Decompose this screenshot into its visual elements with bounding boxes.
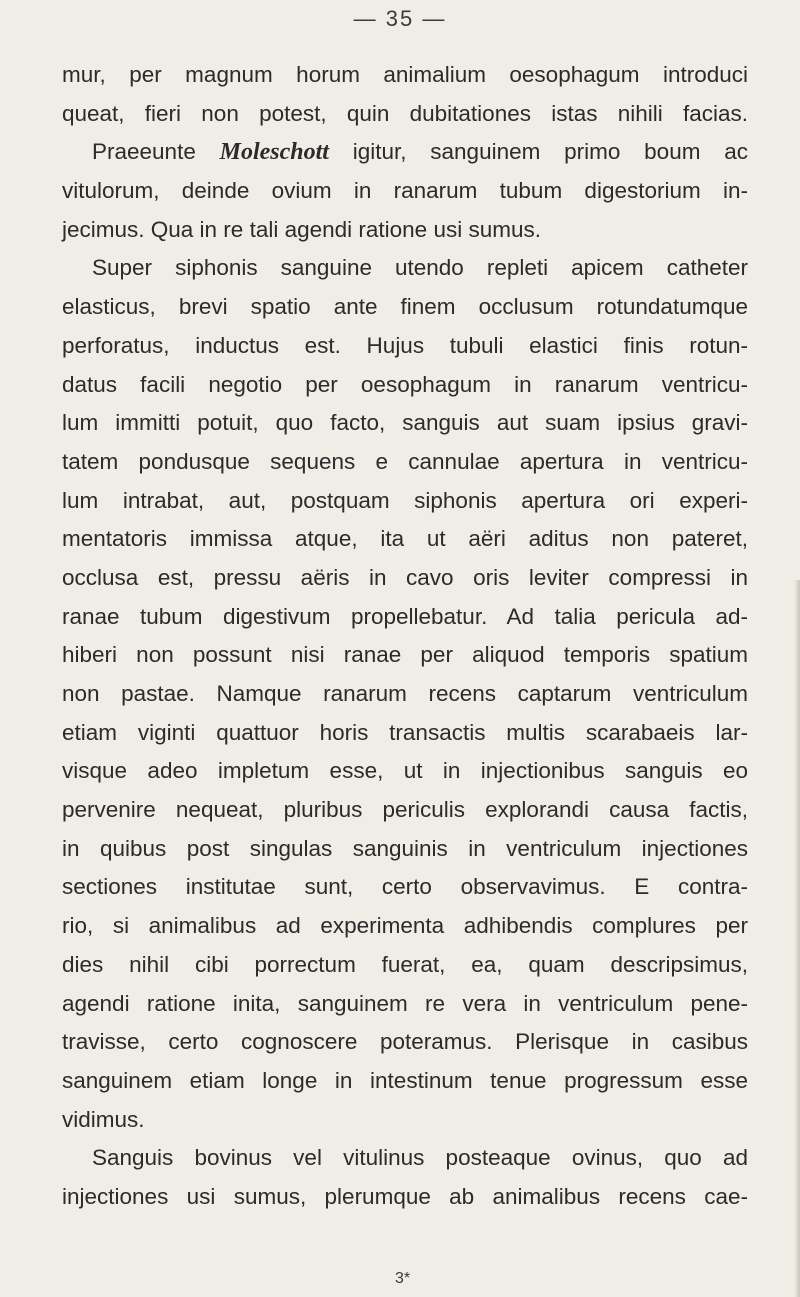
text-line: tatem pondusque sequens e cannulae apertura in ventricu- bbox=[62, 448, 748, 474]
text-line: sanguinem etiam longe in intestinum tenue progressum esse bbox=[62, 1067, 748, 1093]
text-line: Super siphonis sanguine utendo repleti apicem catheter bbox=[92, 255, 748, 281]
text-line: agendi ratione inita, sanguinem re vera in ventriculum pene- bbox=[62, 990, 748, 1016]
text-line: ranae tubum digestivum propellebatur. Ad talia pericula ad- bbox=[62, 603, 748, 629]
text-line: rio, si animalibus ad experimenta adhibendis complures per bbox=[62, 913, 748, 939]
text-line: travisse, certo cognoscere poteramus. Plerisque in casibus bbox=[62, 1029, 748, 1055]
text-line: sectiones institutae sunt, certo observavimus. E contra- bbox=[62, 874, 748, 900]
text-line: jecimus. Qua in re tali agendi ratione usi sumus. bbox=[62, 216, 541, 242]
text-line: queat, fieri non potest, quin dubitationes istas nihili facias. bbox=[62, 100, 748, 126]
text-line: lum intrabat, aut, postquam siphonis apertura ori experi- bbox=[62, 487, 748, 513]
text-line: datus facili negotio per oesophagum in ranarum ventricu- bbox=[62, 371, 748, 397]
body-text bbox=[62, 56, 748, 1217]
text-span: igitur, sanguinem primo boum ac bbox=[328, 139, 748, 165]
text-line: dies nihil cibi porrectum fuerat, ea, quam descripsimus, bbox=[62, 951, 748, 977]
text-line: occlusa est, pressu aëris in cavo oris leviter compressi in bbox=[62, 564, 748, 590]
text-line bbox=[62, 133, 748, 172]
text-line: mur, per magnum horum animalium oesophagum introduci bbox=[62, 62, 748, 87]
page-edge-shadow bbox=[794, 580, 800, 1297]
text-line: perforatus, inductus est. Hujus tubuli elastici finis rotun- bbox=[62, 332, 748, 358]
author-name: Moleschott bbox=[219, 139, 329, 166]
text-line: mentatoris immissa atque, ita ut aëri aditus non pateret, bbox=[62, 526, 748, 552]
text-line: vitulorum, deinde ovium in ranarum tubum digestorium in- bbox=[62, 178, 748, 204]
signature-mark: 3* bbox=[395, 1270, 411, 1287]
text-line: in quibus post singulas sanguinis in ventriculum injectiones bbox=[62, 835, 748, 861]
text-line: pervenire nequeat, pluribus periculis explorandi causa factis, bbox=[62, 797, 748, 823]
text-line: lum immitti potuit, quo facto, sanguis aut suam ipsius gravi- bbox=[62, 410, 748, 436]
text-line: elasticus, brevi spatio ante finem occlusum rotundatumque bbox=[62, 294, 748, 320]
text-line: vidimus. bbox=[62, 1106, 145, 1132]
text-line: injectiones usi sumus, plerumque ab animalibus recens cae- bbox=[62, 1183, 748, 1209]
text-span: Praeeunte bbox=[92, 139, 220, 165]
text-line: etiam viginti quattuor horis transactis multis scarabaeis lar- bbox=[62, 719, 748, 745]
text-line: visque adeo impletum esse, ut in injectionibus sanguis eo bbox=[62, 758, 748, 784]
text-line: non pastae. Namque ranarum recens captarum ventriculum bbox=[62, 681, 748, 706]
text-line: hiberi non possunt nisi ranae per aliquod temporis spatium bbox=[62, 642, 748, 668]
page-number: — 35 — bbox=[353, 6, 447, 31]
text-line: Sanguis bovinus vel vitulinus posteaque ovinus, quo ad bbox=[92, 1145, 748, 1171]
